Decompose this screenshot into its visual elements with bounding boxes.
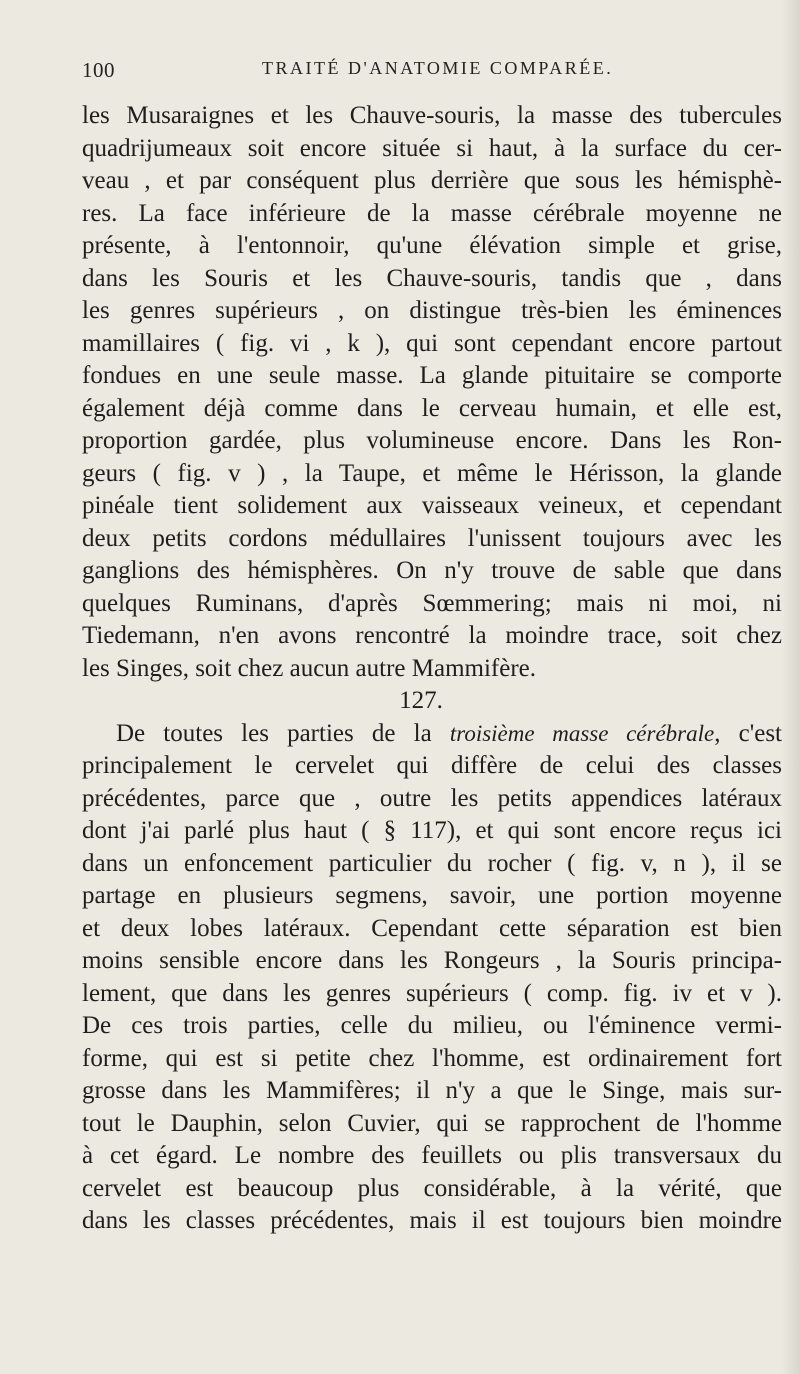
text-line: les Singes, soit chez aucun autre Mammifère. — [82, 654, 537, 682]
text-line: ganglions des hémisphères. On n'y trouve de sable que dans — [82, 557, 782, 584]
body-text — [82, 100, 782, 1238]
text-line: Tiedemann, n'en avons rencontré la moindre trace, soit chez — [82, 622, 782, 649]
page-number: 100 — [82, 58, 115, 82]
text-line: quelques Ruminans, d'après Sœmmering; mais ni moi, ni — [82, 589, 782, 617]
text-line: présente, à l'entonnoir, qu'une élévation simple et grise, — [82, 232, 782, 259]
paragraph-2 — [82, 718, 782, 1238]
text-line: et deux lobes latéraux. Cependant cette séparation est bien — [82, 914, 782, 942]
text-line: partage en plusieurs segmens, savoir, une portion moyenne — [82, 882, 782, 909]
paragraph-2-opening: De toutes les parties de la — [116, 719, 450, 747]
text-line: dans un enfoncement particulier du rocher ( fig. v, n ), il se — [82, 849, 782, 877]
text-line: à cet égard. Le nombre des feuillets ou plis transversaux du — [82, 1142, 782, 1169]
italic-term: troisième masse cérébrale — [449, 720, 715, 746]
paragraph-2-opening-end: , c'est — [714, 719, 782, 747]
text-line: dans les Souris et les Chauve-souris, tandis que , dans — [82, 264, 782, 292]
text-line: quadrijumeaux soit encore située si haut, à la surface du cer- — [82, 134, 782, 162]
text-line: forme, qui est si petite chez l'homme, est ordinairement fort — [82, 1044, 782, 1072]
text-line: mamillaires ( fig. vi , k ), qui sont cependant encore partout — [82, 329, 782, 357]
text-line: veau , et par conséquent plus derrière que sous les hémisphè- — [82, 167, 782, 194]
text-line: dans les classes précédentes, mais il est toujours bien moindre — [82, 1207, 782, 1234]
text-line — [82, 718, 782, 751]
text-line: principalement le cervelet qui diffère de celui des classes — [82, 752, 782, 779]
section-number: 127. — [399, 687, 443, 714]
text-line: tout le Dauphin, selon Cuvier, qui se rapprochent de l'homme — [82, 1109, 782, 1137]
text-line: fondues en une seule masse. La glande pituitaire se comporte — [82, 362, 782, 389]
text-line: également déjà comme dans le cerveau humain, et elle est, — [82, 394, 782, 422]
text-line: les Musaraignes et les Chauve-souris, la masse des tubercules — [82, 102, 782, 129]
text-line: pinéale tient solidement aux vaisseaux veineux, et cependant — [82, 492, 782, 519]
text-line: De ces trois parties, celle du milieu, ou l'éminence vermi- — [82, 1012, 782, 1039]
text-line: dont j'ai parlé plus haut ( § 117), et qui sont encore reçus ici — [82, 817, 782, 844]
running-header — [62, 54, 762, 86]
text-line: geurs ( fig. v ) , la Taupe, et même le Hérisson, la glande — [82, 459, 782, 487]
running-title: TRAITÉ D'ANATOMIE COMPARÉE. — [262, 58, 614, 78]
paragraph-1 — [82, 100, 782, 685]
text-line: res. La face inférieure de la masse cérébrale moyenne ne — [82, 199, 782, 227]
text-line: proportion gardée, plus volumineuse encore. Dans les Ron- — [82, 427, 782, 454]
text-line: grosse dans les Mammifères; il n'y a que le Singe, mais sur- — [82, 1077, 782, 1104]
text-line: les genres supérieurs , on distingue très-bien les éminences — [82, 297, 782, 324]
text-line: lement, que dans les genres supérieurs ( comp. fig. iv et v ). — [82, 979, 782, 1007]
page-edge-shadow — [782, 0, 800, 1374]
text-line: précédentes, parce que , outre les petits appendices latéraux — [82, 784, 782, 812]
text-line: deux petits cordons médullaires l'unissent toujours avec les — [82, 524, 782, 552]
text-line: cervelet est beaucoup plus considérable, à la vérité, que — [82, 1174, 782, 1202]
text-line: moins sensible encore dans les Rongeurs , la Souris principa- — [82, 947, 782, 974]
